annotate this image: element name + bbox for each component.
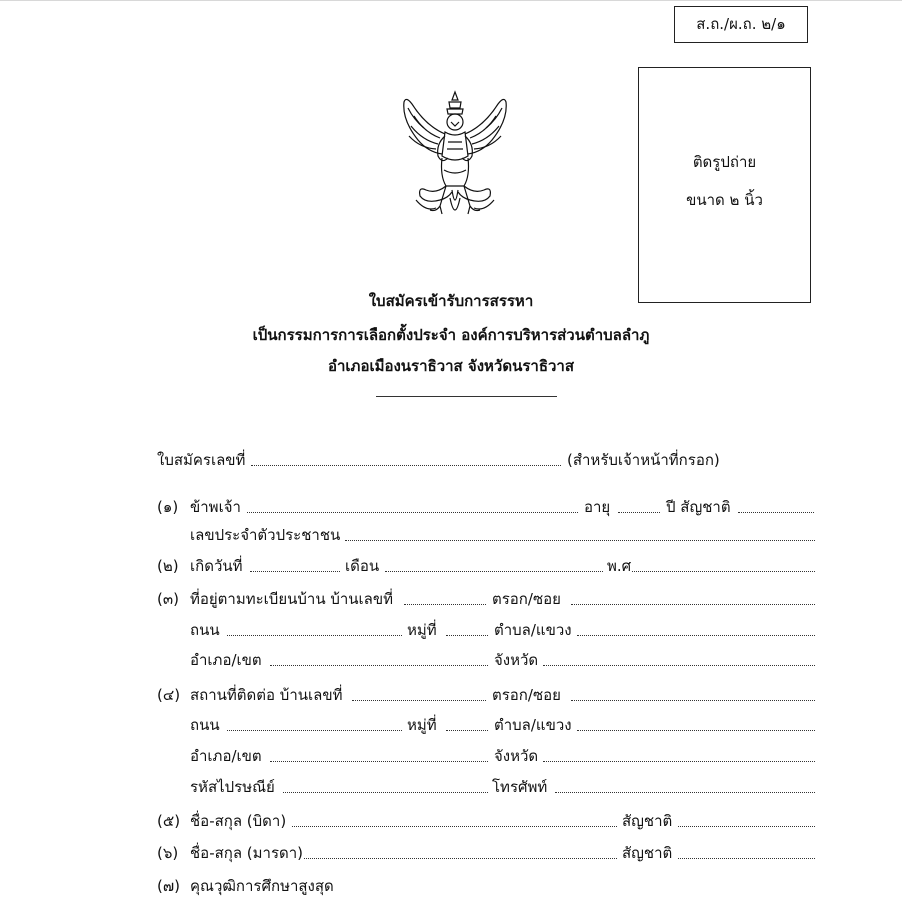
contact-province-field[interactable]	[543, 761, 815, 762]
item-number-1: (๑)	[157, 498, 179, 516]
contact-alley-field[interactable]	[571, 700, 815, 701]
father-nationality-field[interactable]	[678, 826, 815, 827]
application-no-label: ใบสมัครเลขที่	[157, 451, 246, 469]
photo-placeholder	[638, 67, 811, 303]
father-nationality-label: สัญชาติ	[622, 812, 673, 830]
form-location: อำเภอเมืองนราธิวาส จังหวัดนราธิวาส	[328, 357, 574, 375]
birth-year-label: พ.ศ	[607, 557, 632, 575]
item-number-3: (๓)	[157, 590, 179, 608]
id-card-label: เลขประจำตัวประชาชน	[190, 526, 341, 544]
birth-day-field[interactable]	[250, 571, 340, 572]
item-number-2: (๒)	[157, 557, 179, 575]
photo-label: ติดรูปถ่าย	[692, 153, 757, 171]
age-field[interactable]	[618, 512, 660, 513]
phone-field[interactable]	[555, 792, 815, 793]
father-name-field[interactable]	[292, 826, 617, 827]
house-reg-moo-label: หมู่ที่	[407, 621, 437, 639]
father-name-label: ชื่อ-สกุล (บิดา)	[190, 812, 287, 830]
education-label: คุณวุฒิการศึกษาสูงสุด	[190, 877, 334, 895]
contact-moo-field[interactable]	[446, 730, 488, 731]
house-reg-number-field[interactable]	[404, 604, 486, 605]
form-title: ใบสมัครเข้ารับการสรรหา	[368, 292, 534, 310]
application-no-note: (สำหรับเจ้าหน้าที่กรอก)	[567, 451, 720, 469]
house-reg-alley-label: ตรอก/ซอย	[492, 590, 561, 608]
postal-code-field[interactable]	[283, 792, 488, 793]
item-number-4: (๔)	[157, 686, 181, 704]
birth-date-label: เกิดวันที่	[190, 557, 243, 575]
item-number-7: (๗)	[157, 877, 180, 895]
application-no-field[interactable]	[251, 465, 561, 466]
house-reg-province-label: จังหวัด	[494, 651, 539, 669]
house-reg-road-label: ถนน	[190, 621, 220, 639]
house-reg-alley-field[interactable]	[571, 604, 815, 605]
house-reg-road-field[interactable]	[227, 635, 402, 636]
item-number-5: (๕)	[157, 812, 181, 830]
house-reg-province-field[interactable]	[543, 665, 815, 666]
form-subtitle: เป็นกรรมการการเลือกตั้งประจำ องค์การบริหารส่วนตำบลลำภู	[252, 326, 650, 344]
contact-road-label: ถนน	[190, 716, 220, 734]
contact-road-field[interactable]	[227, 730, 402, 731]
id-card-field[interactable]	[345, 540, 815, 541]
contact-district-field[interactable]	[270, 761, 488, 762]
self-name-field[interactable]	[247, 512, 578, 513]
house-reg-subdistrict-label: ตำบล/แขวง	[494, 621, 572, 639]
year-nationality-label: ปี สัญชาติ	[666, 498, 731, 516]
mother-nationality-label: สัญชาติ	[622, 844, 673, 862]
top-border	[0, 0, 902, 1]
birth-year-field[interactable]	[632, 571, 815, 572]
item-number-6: (๖)	[157, 844, 179, 862]
house-reg-district-field[interactable]	[270, 665, 488, 666]
mother-nationality-field[interactable]	[678, 858, 815, 859]
age-label: อายุ	[584, 498, 611, 516]
garuda-emblem-icon	[396, 86, 514, 228]
contact-subdistrict-label: ตำบล/แขวง	[494, 716, 572, 734]
contact-province-label: จังหวัด	[494, 747, 539, 765]
contact-district-label: อำเภอ/เขต	[190, 747, 262, 765]
house-reg-address-label: ที่อยู่ตามทะเบียนบ้าน บ้านเลขที่	[190, 590, 393, 608]
postal-code-label: รหัสไปรษณีย์	[190, 778, 275, 796]
house-reg-district-label: อำเภอ/เขต	[190, 651, 262, 669]
house-reg-moo-field[interactable]	[446, 635, 488, 636]
nationality-field[interactable]	[738, 512, 814, 513]
contact-address-label: สถานที่ติดต่อ บ้านเลขที่	[190, 686, 343, 704]
contact-moo-label: หมู่ที่	[407, 716, 437, 734]
birth-month-field[interactable]	[385, 571, 603, 572]
phone-label: โทรศัพท์	[492, 778, 548, 796]
house-reg-subdistrict-field[interactable]	[577, 635, 815, 636]
contact-number-field[interactable]	[352, 700, 486, 701]
contact-subdistrict-field[interactable]	[577, 730, 815, 731]
birth-month-label: เดือน	[345, 557, 380, 575]
title-underline	[376, 396, 557, 397]
photo-size-label: ขนาด ๒ นิ้ว	[686, 191, 763, 209]
contact-alley-label: ตรอก/ซอย	[492, 686, 561, 704]
form-code-box: ส.ถ./ผ.ถ. ๒/๑	[674, 6, 808, 43]
mother-name-field[interactable]	[304, 858, 617, 859]
self-name-label: ข้าพเจ้า	[190, 498, 241, 516]
mother-name-label: ชื่อ-สกุล (มารดา)	[190, 844, 304, 862]
